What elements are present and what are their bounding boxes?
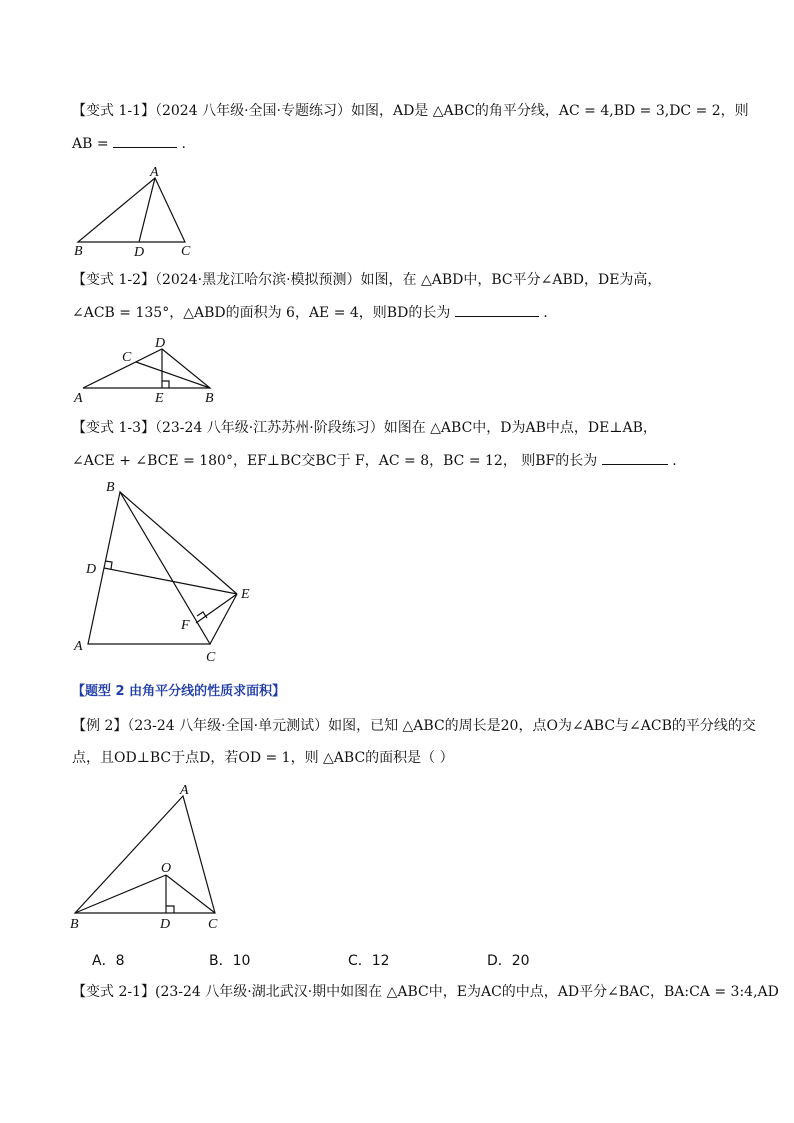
fig1-label-b: B xyxy=(74,244,83,259)
segment-de xyxy=(104,568,237,594)
problem-v12-line2 xyxy=(72,302,548,323)
triangle-abc xyxy=(78,178,185,242)
fig2-label-a: A xyxy=(74,391,83,406)
fig3-label-f: F xyxy=(181,618,190,633)
figure-triangle-abd-height xyxy=(83,349,210,388)
fig4-label-d: D xyxy=(160,917,171,932)
figure-triangle-abc-incenter xyxy=(75,796,215,913)
choice-a[interactable]: A．8 xyxy=(92,953,125,969)
problem-v12-line1: 【变式 1-2】（2024·黑龙江哈尔滨·模拟预测）如图，在 △ABD中，BC平分∠ABD，DE为高， xyxy=(72,272,662,288)
section-heading: 【题型 2 由角平分线的性质求面积】 xyxy=(72,684,286,699)
problem-v11-line1: 【变式 1-1】（2024 八年级·全国·专题练习）如图，AD是 △ABC的角平分线，AC = 4,BD = 3,DC = 2，则 xyxy=(72,103,749,119)
segment-ec xyxy=(210,594,237,644)
fig2-label-b: B xyxy=(205,391,214,406)
fig3-label-e: E xyxy=(241,587,250,602)
choice-c[interactable]: C．12 xyxy=(348,953,390,969)
segment-bc xyxy=(136,362,210,388)
triangle-abc xyxy=(75,796,215,913)
right-angle-mark-f xyxy=(197,612,207,618)
problem-ex2-line1: 【例 2】（23-24 八年级·全国·单元测试）如图，已知 △ABC的周长是20，点O为∠ABC与∠ACB的平分线的交 xyxy=(72,718,756,734)
problem-v21-line1: 【变式 2-1】(23-24 八年级·湖北武汉·期中如图在 △ABC中，E为AC的中点，AD平分∠BAC，BA:CA = 3:4,AD xyxy=(72,984,779,1000)
fig3-label-a: A xyxy=(74,639,83,654)
v11-answer-suffix: . xyxy=(181,136,186,152)
fig1-label-c: C xyxy=(181,244,191,259)
fig4-label-o: O xyxy=(161,861,172,876)
segment-ef xyxy=(196,594,237,623)
fig1-label-a: A xyxy=(150,165,159,180)
fig2-label-e: E xyxy=(155,391,164,406)
v13-answer-suffix: . xyxy=(672,453,677,469)
fig1-label-d: D xyxy=(134,245,145,260)
v12-answer-suffix: . xyxy=(543,305,548,321)
fig3-label-c: C xyxy=(206,650,216,665)
segment-be xyxy=(120,492,237,594)
answer-blank[interactable] xyxy=(602,450,668,465)
segment-oc xyxy=(166,875,215,913)
v12-answer-prefix: ∠ACB = 135°，△ABD的面积为 6，AE = 4，则BD的长为 xyxy=(72,305,451,321)
v13-answer-prefix: ∠ACE + ∠BCE = 180°，EF⊥BC交BC于 F，AC = 8，BC = 12， 则BF的长为 xyxy=(72,453,598,469)
fig3-label-b: B xyxy=(106,480,115,495)
fig4-label-a: A xyxy=(180,783,189,798)
segment-bo xyxy=(75,875,166,913)
right-angle-mark xyxy=(166,906,174,913)
choice-b[interactable]: B．10 xyxy=(209,953,251,969)
problem-ex2-line2: 点，且OD⊥BC于点D，若OD = 1，则 △ABC的面积是（ ） xyxy=(72,750,454,766)
fig2-label-d: D xyxy=(155,336,166,351)
figure-triangle-abc-perpendiculars xyxy=(88,492,237,644)
answer-blank[interactable] xyxy=(455,302,539,317)
problem-v13-line1: 【变式 1-3】（23-24 八年级·江苏苏州·阶段练习）如图在 △ABC中，D为AB中点，DE⊥AB， xyxy=(72,420,657,436)
right-angle-mark xyxy=(162,381,169,388)
problem-v13-line2 xyxy=(72,450,677,471)
choice-d[interactable]: D．20 xyxy=(487,953,530,969)
triangle-abd xyxy=(83,349,210,388)
figure-triangle-abc-bisector xyxy=(78,178,185,242)
fig2-label-c: C xyxy=(122,350,132,365)
fig4-label-b: B xyxy=(70,917,79,932)
fig3-label-d: D xyxy=(86,562,97,577)
segment-ad xyxy=(139,178,155,242)
fig4-label-c: C xyxy=(208,917,218,932)
v11-answer-prefix: AB = xyxy=(72,136,109,152)
